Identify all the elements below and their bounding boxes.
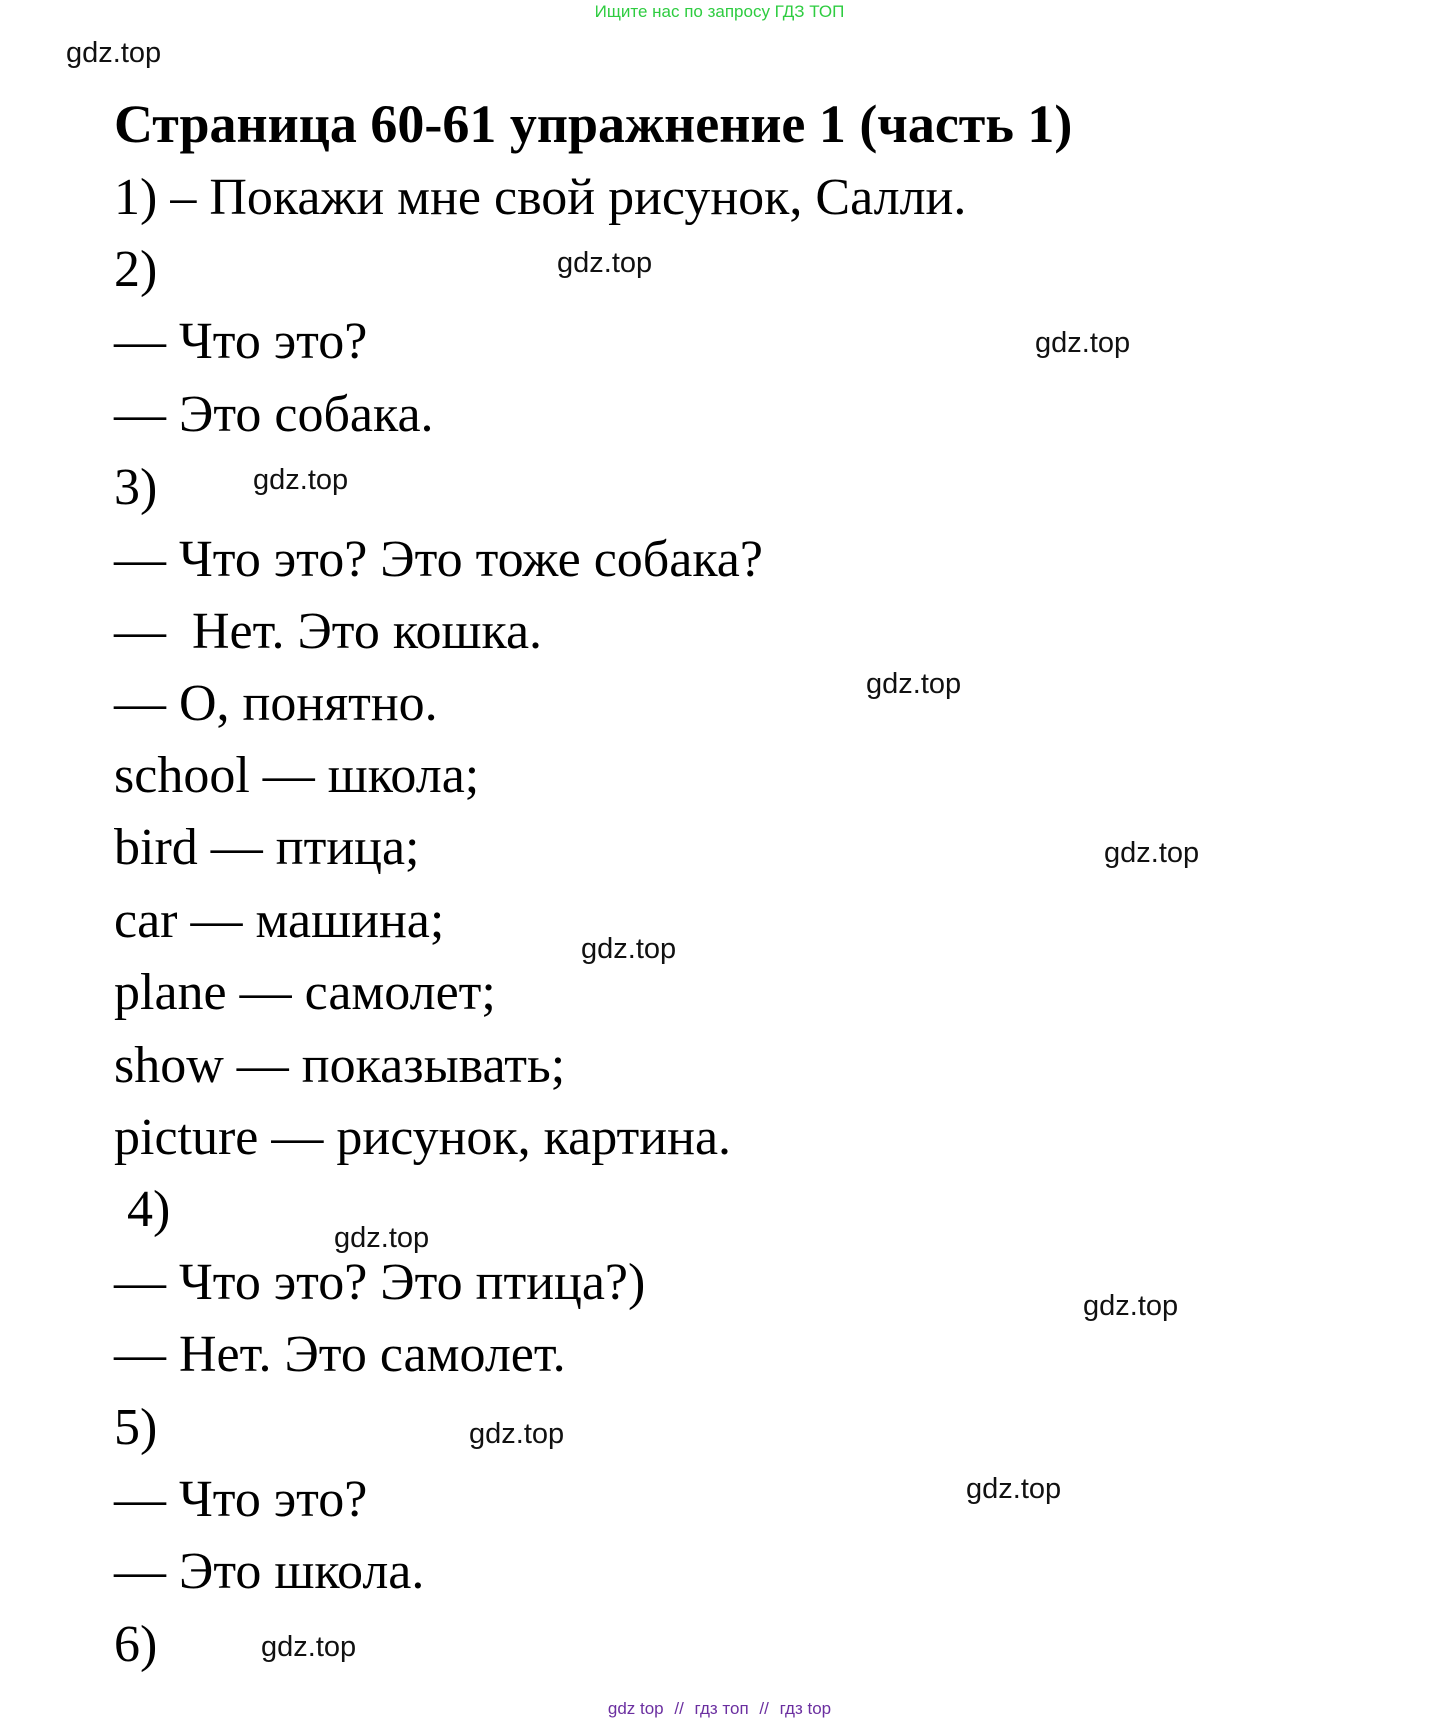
text-line: 2) (114, 241, 158, 298)
text-line: show — показывать; (114, 1037, 566, 1094)
text-line: — Что это? Это тоже собака? (114, 531, 763, 588)
text-line: school — школа; (114, 747, 480, 804)
text-line: — О, понятно. (114, 675, 438, 732)
watermark: gdz.top (866, 668, 962, 700)
watermark: gdz.top (1083, 1290, 1179, 1322)
footer-separator: // (759, 1699, 769, 1718)
text-line: — Это школа. (114, 1543, 425, 1600)
watermark: gdz.top (253, 464, 349, 496)
text-line: — Нет. Это кошка. (114, 603, 543, 660)
text-line: 3) (114, 459, 158, 516)
text-line: 6) (114, 1616, 158, 1673)
text-line: — Что это? (114, 1471, 368, 1528)
text-line: plane — самолет; (114, 964, 496, 1021)
footer-link[interactable]: гдз top (779, 1699, 832, 1718)
text-line: — Что это? Это птица?) (114, 1254, 646, 1311)
watermark: gdz.top (557, 247, 653, 279)
watermark: gdz.top (66, 37, 162, 69)
text-line: — Это собака. (114, 386, 434, 443)
footer-link[interactable]: гдз топ (694, 1699, 749, 1718)
text-line: — Нет. Это самолет. (114, 1326, 566, 1383)
watermark: gdz.top (1035, 327, 1131, 359)
text-line: car — машина; (114, 892, 445, 949)
text-line: 1) – Покажи мне свой рисунок, Салли. (114, 169, 967, 226)
footer-links (0, 1698, 1439, 1720)
watermark: gdz.top (966, 1473, 1062, 1505)
text-line: picture — рисунок, картина. (114, 1109, 732, 1166)
watermark: gdz.top (1104, 837, 1200, 869)
watermark: gdz.top (581, 933, 677, 965)
text-line: 5) (114, 1399, 158, 1456)
text-line: 4) (114, 1181, 171, 1238)
top-banner[interactable]: Ищите нас по запросу ГДЗ ТОП (594, 2, 845, 21)
text-line: — Что это? (114, 313, 368, 370)
footer-link[interactable]: gdz top (607, 1699, 664, 1718)
watermark: gdz.top (334, 1222, 430, 1254)
page-title: Страница 60-61 упражнение 1 (часть 1) (114, 94, 1073, 154)
text-line: bird — птица; (114, 819, 420, 876)
watermark: gdz.top (261, 1631, 357, 1663)
watermark: gdz.top (469, 1418, 565, 1450)
footer-separator: // (674, 1699, 684, 1718)
